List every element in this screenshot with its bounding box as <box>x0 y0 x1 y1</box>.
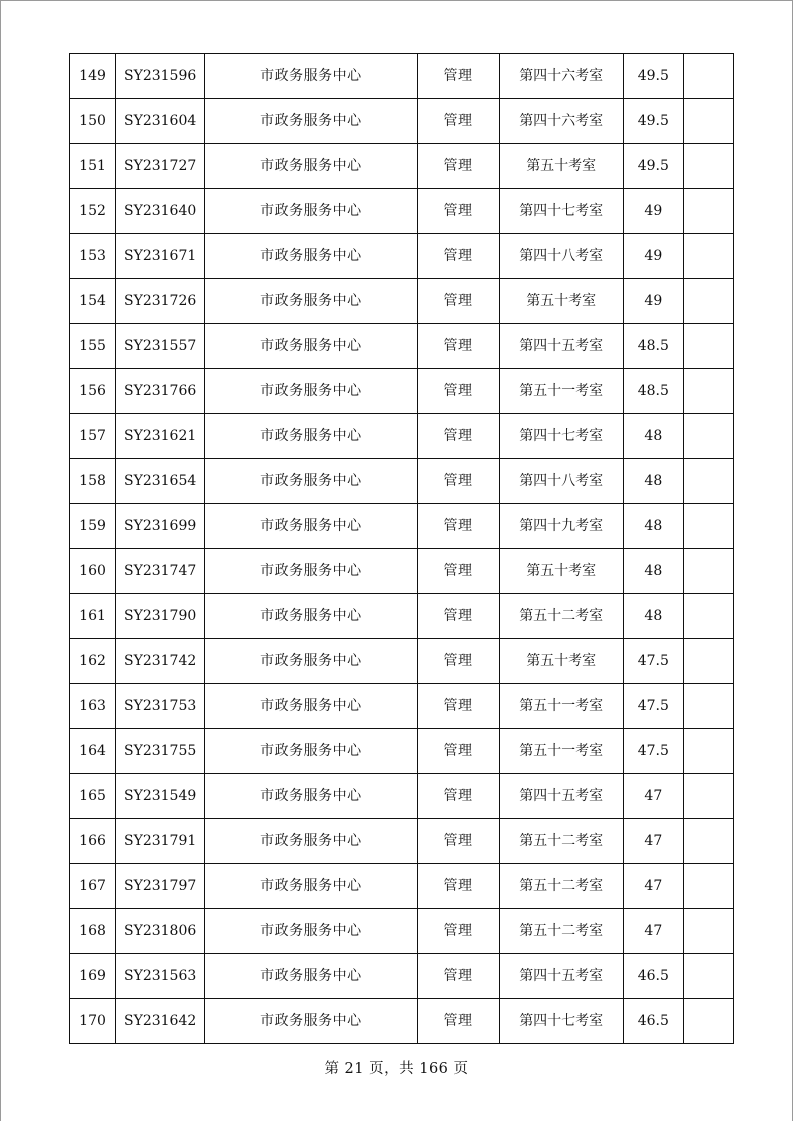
cell-unit: 市政务服务中心 <box>205 909 417 954</box>
cell-score: 49 <box>623 189 683 234</box>
table-row <box>70 54 734 99</box>
cell-score: 47 <box>623 819 683 864</box>
cell-unit: 市政务服务中心 <box>205 279 417 324</box>
cell-score: 48 <box>623 594 683 639</box>
cell-score: 48 <box>623 414 683 459</box>
cell-candidate-id: SY231604 <box>116 99 205 144</box>
cell-seq: 154 <box>70 279 116 324</box>
cell-seq: 169 <box>70 954 116 999</box>
cell-seq: 170 <box>70 999 116 1044</box>
cell-score: 49.5 <box>623 144 683 189</box>
table-row <box>70 99 734 144</box>
cell-seq: 152 <box>70 189 116 234</box>
cell-seq: 168 <box>70 909 116 954</box>
cell-score: 48 <box>623 504 683 549</box>
cell-seq: 149 <box>70 54 116 99</box>
cell-note <box>683 279 733 324</box>
cell-score: 46.5 <box>623 954 683 999</box>
cell-note <box>683 684 733 729</box>
cell-unit: 市政务服务中心 <box>205 864 417 909</box>
table-row <box>70 999 734 1044</box>
cell-candidate-id: SY231549 <box>116 774 205 819</box>
cell-score: 49.5 <box>623 99 683 144</box>
cell-score: 46.5 <box>623 999 683 1044</box>
cell-unit: 市政务服务中心 <box>205 54 417 99</box>
cell-seq: 162 <box>70 639 116 684</box>
cell-score: 47.5 <box>623 639 683 684</box>
cell-candidate-id: SY231766 <box>116 369 205 414</box>
cell-unit: 市政务服务中心 <box>205 459 417 504</box>
cell-seq: 166 <box>70 819 116 864</box>
score-table <box>69 53 734 1044</box>
table-row <box>70 549 734 594</box>
cell-note <box>683 54 733 99</box>
cell-unit: 市政务服务中心 <box>205 684 417 729</box>
cell-post: 管理 <box>417 864 499 909</box>
cell-exam-room: 第五十二考室 <box>499 864 623 909</box>
cell-post: 管理 <box>417 54 499 99</box>
cell-note <box>683 234 733 279</box>
table-row <box>70 954 734 999</box>
cell-post: 管理 <box>417 414 499 459</box>
cell-note <box>683 954 733 999</box>
cell-candidate-id: SY231742 <box>116 639 205 684</box>
table-row <box>70 144 734 189</box>
cell-post: 管理 <box>417 504 499 549</box>
table-row <box>70 189 734 234</box>
cell-unit: 市政务服务中心 <box>205 414 417 459</box>
cell-seq: 160 <box>70 549 116 594</box>
cell-candidate-id: SY231727 <box>116 144 205 189</box>
cell-unit: 市政务服务中心 <box>205 99 417 144</box>
cell-exam-room: 第四十八考室 <box>499 234 623 279</box>
cell-exam-room: 第四十九考室 <box>499 504 623 549</box>
cell-candidate-id: SY231642 <box>116 999 205 1044</box>
cell-exam-room: 第四十八考室 <box>499 459 623 504</box>
cell-candidate-id: SY231753 <box>116 684 205 729</box>
cell-seq: 156 <box>70 369 116 414</box>
table-row <box>70 504 734 549</box>
cell-unit: 市政务服务中心 <box>205 324 417 369</box>
cell-seq: 150 <box>70 99 116 144</box>
cell-score: 48.5 <box>623 324 683 369</box>
cell-post: 管理 <box>417 729 499 774</box>
cell-post: 管理 <box>417 369 499 414</box>
cell-post: 管理 <box>417 144 499 189</box>
cell-score: 47 <box>623 864 683 909</box>
cell-exam-room: 第五十考室 <box>499 549 623 594</box>
table-row <box>70 909 734 954</box>
cell-note <box>683 774 733 819</box>
cell-exam-room: 第四十六考室 <box>499 54 623 99</box>
cell-seq: 167 <box>70 864 116 909</box>
cell-candidate-id: SY231654 <box>116 459 205 504</box>
cell-seq: 158 <box>70 459 116 504</box>
cell-note <box>683 504 733 549</box>
cell-exam-room: 第五十二考室 <box>499 594 623 639</box>
cell-seq: 164 <box>70 729 116 774</box>
cell-note <box>683 189 733 234</box>
cell-candidate-id: SY231699 <box>116 504 205 549</box>
cell-candidate-id: SY231790 <box>116 594 205 639</box>
cell-score: 48 <box>623 549 683 594</box>
cell-post: 管理 <box>417 639 499 684</box>
cell-exam-room: 第五十二考室 <box>499 909 623 954</box>
cell-note <box>683 729 733 774</box>
cell-post: 管理 <box>417 954 499 999</box>
cell-candidate-id: SY231671 <box>116 234 205 279</box>
table-row <box>70 774 734 819</box>
cell-note <box>683 99 733 144</box>
cell-post: 管理 <box>417 279 499 324</box>
cell-note <box>683 999 733 1044</box>
cell-post: 管理 <box>417 909 499 954</box>
cell-score: 47 <box>623 909 683 954</box>
cell-unit: 市政务服务中心 <box>205 369 417 414</box>
cell-score: 47.5 <box>623 684 683 729</box>
cell-score: 47 <box>623 774 683 819</box>
cell-note <box>683 864 733 909</box>
cell-note <box>683 324 733 369</box>
cell-candidate-id: SY231755 <box>116 729 205 774</box>
cell-candidate-id: SY231791 <box>116 819 205 864</box>
cell-post: 管理 <box>417 684 499 729</box>
cell-note <box>683 639 733 684</box>
table-row <box>70 324 734 369</box>
cell-note <box>683 459 733 504</box>
cell-exam-room: 第四十七考室 <box>499 189 623 234</box>
cell-unit: 市政务服务中心 <box>205 729 417 774</box>
cell-seq: 161 <box>70 594 116 639</box>
cell-seq: 157 <box>70 414 116 459</box>
cell-post: 管理 <box>417 99 499 144</box>
cell-score: 48 <box>623 459 683 504</box>
cell-candidate-id: SY231797 <box>116 864 205 909</box>
cell-seq: 163 <box>70 684 116 729</box>
table-row <box>70 369 734 414</box>
page-footer: 第 21 页，共 166 页 <box>324 1061 469 1077</box>
cell-exam-room: 第四十七考室 <box>499 999 623 1044</box>
cell-post: 管理 <box>417 189 499 234</box>
table-row <box>70 459 734 504</box>
table-row <box>70 279 734 324</box>
cell-post: 管理 <box>417 819 499 864</box>
cell-unit: 市政务服务中心 <box>205 144 417 189</box>
table-row <box>70 414 734 459</box>
cell-unit: 市政务服务中心 <box>205 234 417 279</box>
cell-unit: 市政务服务中心 <box>205 639 417 684</box>
cell-candidate-id: SY231557 <box>116 324 205 369</box>
cell-note <box>683 909 733 954</box>
cell-candidate-id: SY231726 <box>116 279 205 324</box>
cell-post: 管理 <box>417 234 499 279</box>
cell-unit: 市政务服务中心 <box>205 774 417 819</box>
cell-exam-room: 第五十一考室 <box>499 369 623 414</box>
cell-candidate-id: SY231640 <box>116 189 205 234</box>
cell-seq: 159 <box>70 504 116 549</box>
cell-post: 管理 <box>417 459 499 504</box>
cell-unit: 市政务服务中心 <box>205 999 417 1044</box>
cell-exam-room: 第五十考室 <box>499 639 623 684</box>
cell-seq: 153 <box>70 234 116 279</box>
cell-note <box>683 414 733 459</box>
table-row <box>70 639 734 684</box>
cell-exam-room: 第四十五考室 <box>499 954 623 999</box>
cell-exam-room: 第五十考室 <box>499 144 623 189</box>
cell-candidate-id: SY231747 <box>116 549 205 594</box>
cell-candidate-id: SY231621 <box>116 414 205 459</box>
table-row <box>70 684 734 729</box>
table-row <box>70 729 734 774</box>
cell-post: 管理 <box>417 594 499 639</box>
cell-exam-room: 第四十五考室 <box>499 774 623 819</box>
cell-score: 48.5 <box>623 369 683 414</box>
cell-post: 管理 <box>417 324 499 369</box>
cell-score: 49.5 <box>623 54 683 99</box>
cell-unit: 市政务服务中心 <box>205 189 417 234</box>
table-body <box>70 54 734 1044</box>
cell-score: 49 <box>623 234 683 279</box>
cell-candidate-id: SY231596 <box>116 54 205 99</box>
cell-exam-room: 第五十考室 <box>499 279 623 324</box>
cell-post: 管理 <box>417 774 499 819</box>
cell-post: 管理 <box>417 549 499 594</box>
cell-exam-room: 第五十一考室 <box>499 684 623 729</box>
cell-exam-room: 第四十五考室 <box>499 324 623 369</box>
cell-post: 管理 <box>417 999 499 1044</box>
cell-exam-room: 第五十一考室 <box>499 729 623 774</box>
cell-candidate-id: SY231806 <box>116 909 205 954</box>
cell-unit: 市政务服务中心 <box>205 819 417 864</box>
cell-seq: 165 <box>70 774 116 819</box>
cell-unit: 市政务服务中心 <box>205 504 417 549</box>
table-row <box>70 864 734 909</box>
cell-note <box>683 549 733 594</box>
cell-exam-room: 第四十六考室 <box>499 99 623 144</box>
cell-candidate-id: SY231563 <box>116 954 205 999</box>
cell-unit: 市政务服务中心 <box>205 954 417 999</box>
cell-score: 49 <box>623 279 683 324</box>
table-row <box>70 819 734 864</box>
cell-unit: 市政务服务中心 <box>205 549 417 594</box>
cell-score: 47.5 <box>623 729 683 774</box>
cell-note <box>683 369 733 414</box>
cell-unit: 市政务服务中心 <box>205 594 417 639</box>
cell-seq: 155 <box>70 324 116 369</box>
table-row <box>70 594 734 639</box>
cell-note <box>683 819 733 864</box>
cell-note <box>683 144 733 189</box>
cell-seq: 151 <box>70 144 116 189</box>
cell-note <box>683 594 733 639</box>
cell-exam-room: 第四十七考室 <box>499 414 623 459</box>
cell-exam-room: 第五十二考室 <box>499 819 623 864</box>
table-row <box>70 234 734 279</box>
